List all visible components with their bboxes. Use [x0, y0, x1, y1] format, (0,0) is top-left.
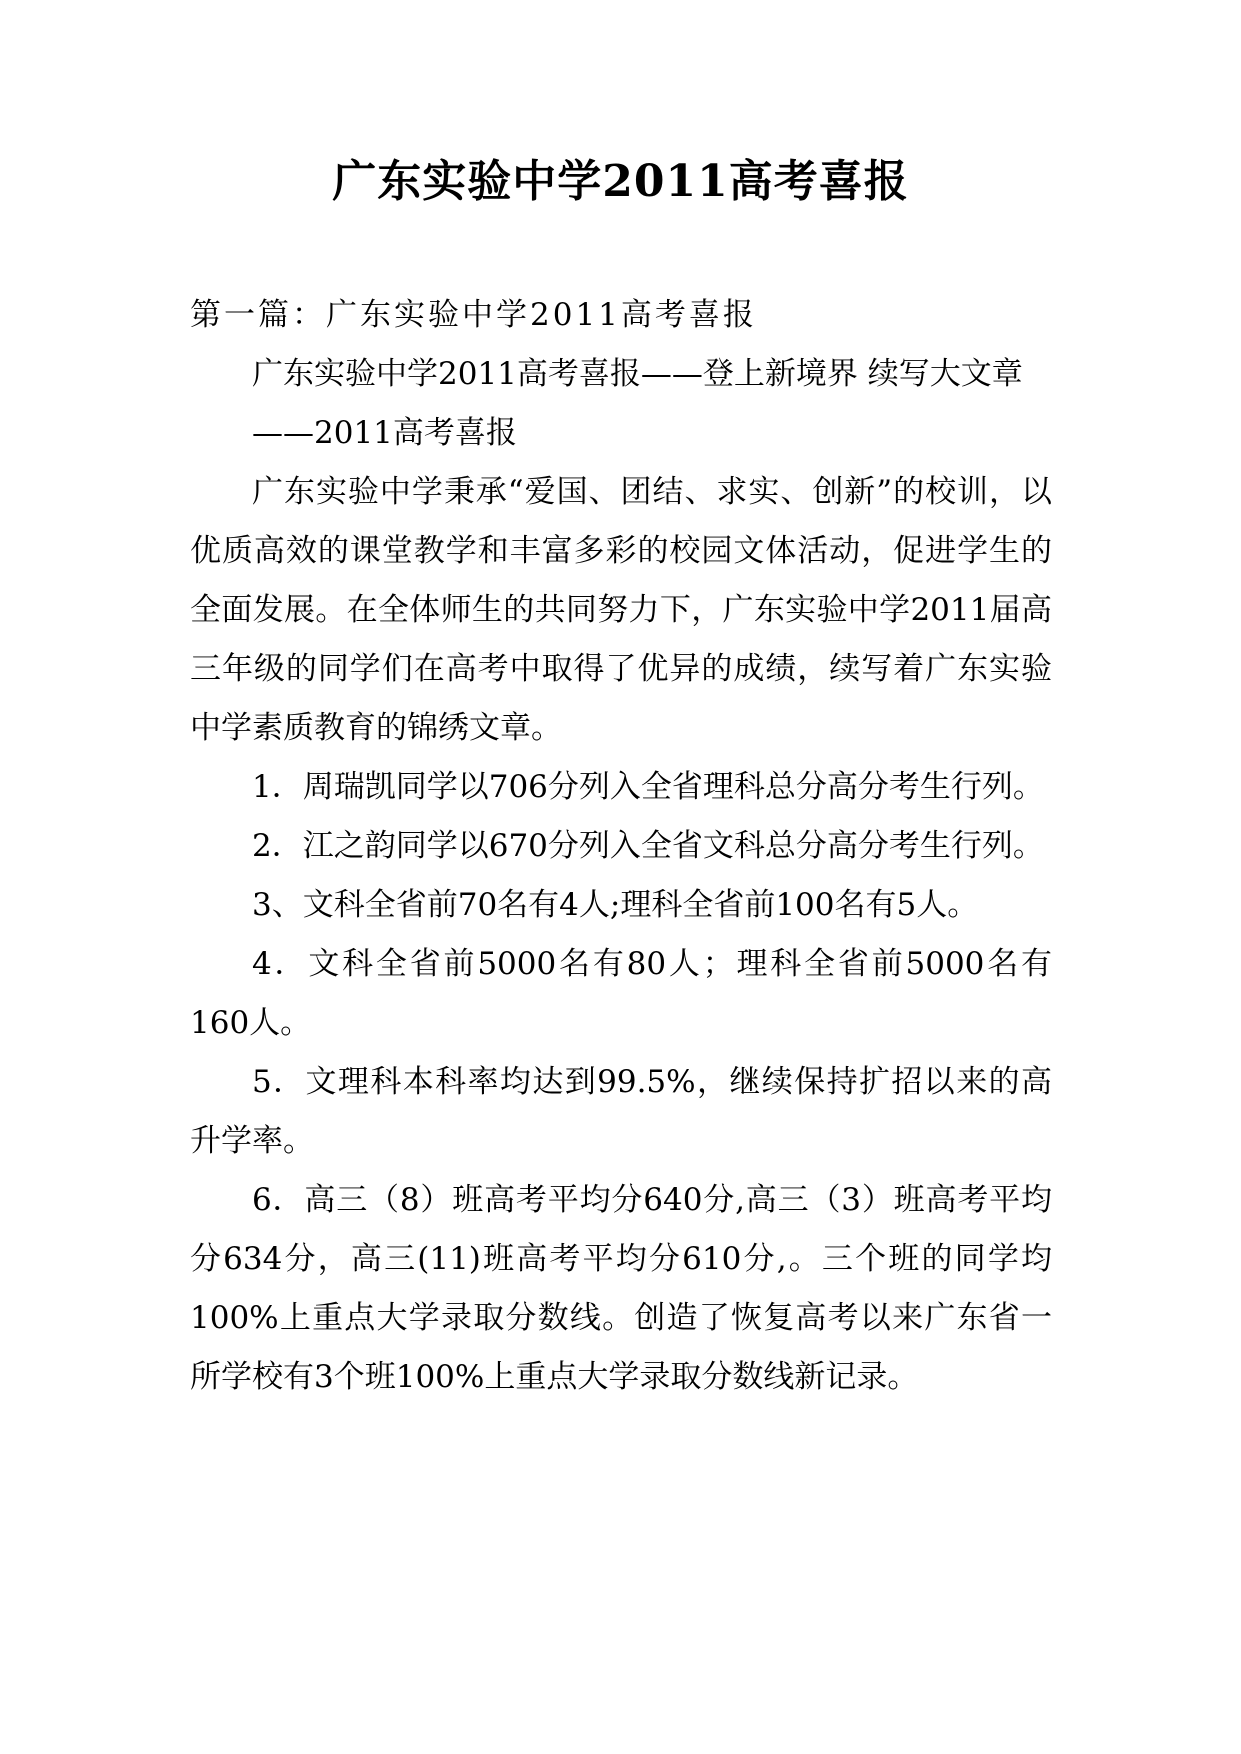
- paragraph-sub-heading: ——2011高考喜报: [252, 415, 517, 451]
- paragraph-intro: 广东实验中学秉承“爱国、团结、求实、创新”的校训，以优质高效的课堂教学和丰富多彩的校园文体活动，促进学生的全面发展。在全体师生的共同努力下，广东实验中学2011届高三年级的同学们在高考中取得了优异的成绩，续写着广东实验中学素质教育的锦绣文章。: [190, 474, 1052, 746]
- list-item-5: 5．文理科本科率均达到99.5%，继续保持扩招以来的高升学率。: [190, 1064, 1052, 1159]
- list-item-3: 3、文科全省前70名有4人;理科全省前100名有5人。: [252, 887, 979, 923]
- paragraph-subtitle: 广东实验中学2011高考喜报——登上新境界 续写大文章: [252, 356, 1023, 392]
- article-heading: 第一篇：广东实验中学2011高考喜报: [190, 297, 757, 333]
- list-item-1: 1．周瑞凯同学以706分列入全省理科总分高分考生行列。: [252, 769, 1044, 805]
- list-item-6: 6．高三（8）班高考平均分640分,高三（3）班高考平均分634分，高三(11)班高考平均分610分,。三个班的同学均100%上重点大学录取分数线。创造了恢复高考以来广东省一所学校有3个班100%上重点大学录取分数线新记录。: [190, 1182, 1052, 1395]
- document-body: [190, 286, 1052, 1407]
- list-item-2: 2．江之韵同学以670分列入全省文科总分高分考生行列。: [252, 828, 1044, 864]
- list-item-4: 4．文科全省前5000名有80人；理科全省前5000名有160人。: [190, 946, 1052, 1041]
- document-title: 广东实验中学2011高考喜报: [332, 156, 909, 207]
